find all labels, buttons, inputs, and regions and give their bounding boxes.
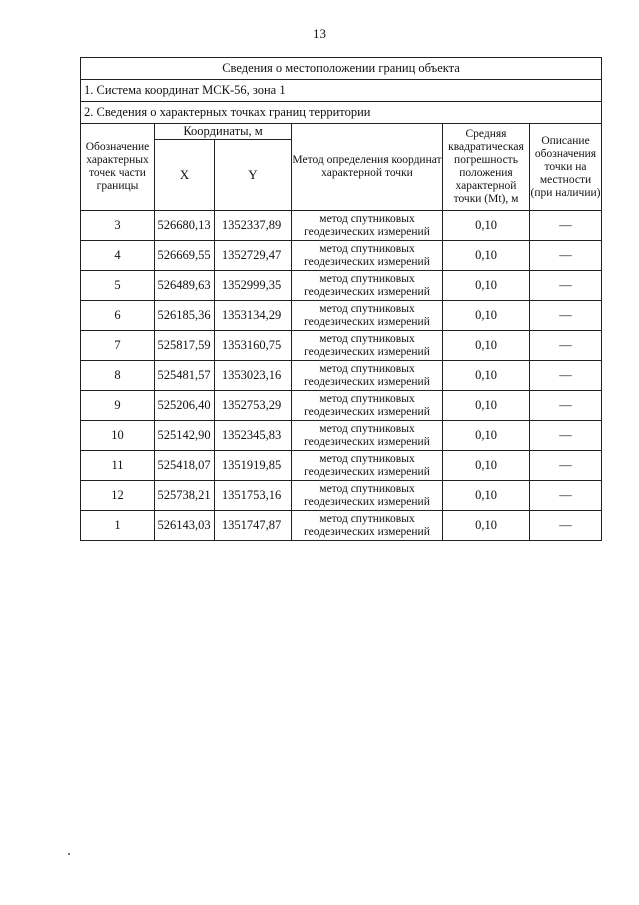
page-number: 13 bbox=[313, 26, 326, 41]
description-cell: — bbox=[530, 481, 602, 511]
method-cell: метод спутниковых геодезических измерений bbox=[292, 421, 443, 451]
table-row bbox=[81, 241, 602, 271]
table-row bbox=[81, 481, 602, 511]
x-coordinate-cell: 525481,57 bbox=[155, 361, 215, 391]
method-cell: метод спутниковых геодезических измерений bbox=[292, 241, 443, 271]
error-cell: 0,10 bbox=[443, 241, 530, 271]
error-cell: 0,10 bbox=[443, 481, 530, 511]
point-number-cell: 12 bbox=[81, 481, 155, 511]
table-row bbox=[81, 211, 602, 241]
point-number-cell: 1 bbox=[81, 511, 155, 541]
point-number-cell: 7 bbox=[81, 331, 155, 361]
description-cell: — bbox=[530, 271, 602, 301]
header-y: Y bbox=[215, 140, 292, 211]
method-cell: метод спутниковых геодезических измерений bbox=[292, 271, 443, 301]
method-cell: метод спутниковых геодезических измерений bbox=[292, 481, 443, 511]
y-coordinate-cell: 1353160,75 bbox=[215, 331, 292, 361]
scan-speck bbox=[68, 853, 70, 855]
description-cell: — bbox=[530, 361, 602, 391]
x-coordinate-cell: 526185,36 bbox=[155, 301, 215, 331]
method-cell: метод спутниковых геодезических измерений bbox=[292, 451, 443, 481]
boundary-table bbox=[80, 57, 602, 541]
description-cell: — bbox=[530, 391, 602, 421]
y-coordinate-cell: 1353134,29 bbox=[215, 301, 292, 331]
x-coordinate-cell: 525418,07 bbox=[155, 451, 215, 481]
table-row bbox=[81, 331, 602, 361]
description-cell: — bbox=[530, 451, 602, 481]
error-cell: 0,10 bbox=[443, 421, 530, 451]
description-cell: — bbox=[530, 241, 602, 271]
point-number-cell: 11 bbox=[81, 451, 155, 481]
table-row bbox=[81, 301, 602, 331]
y-coordinate-cell: 1351919,85 bbox=[215, 451, 292, 481]
header-point-designation: Обозначение характерных точек части границы bbox=[81, 124, 155, 211]
point-number-cell: 3 bbox=[81, 211, 155, 241]
y-coordinate-cell: 1351747,87 bbox=[215, 511, 292, 541]
table-row bbox=[81, 361, 602, 391]
y-coordinate-cell: 1352337,89 bbox=[215, 211, 292, 241]
header-error: Средняя квадратическая погрешность положения характерной точки (Mt), м bbox=[443, 124, 530, 211]
x-coordinate-cell: 526669,55 bbox=[155, 241, 215, 271]
y-coordinate-cell: 1351753,16 bbox=[215, 481, 292, 511]
y-coordinate-cell: 1352729,47 bbox=[215, 241, 292, 271]
description-cell: — bbox=[530, 301, 602, 331]
error-cell: 0,10 bbox=[443, 391, 530, 421]
method-cell: метод спутниковых геодезических измерений bbox=[292, 391, 443, 421]
x-coordinate-cell: 525817,59 bbox=[155, 331, 215, 361]
x-coordinate-cell: 525142,90 bbox=[155, 421, 215, 451]
header-method: Метод определения координат характерной точки bbox=[292, 124, 443, 211]
table-row bbox=[81, 451, 602, 481]
description-cell: — bbox=[530, 511, 602, 541]
description-cell: — bbox=[530, 421, 602, 451]
y-coordinate-cell: 1352345,83 bbox=[215, 421, 292, 451]
point-number-cell: 9 bbox=[81, 391, 155, 421]
point-number-cell: 8 bbox=[81, 361, 155, 391]
method-cell: метод спутниковых геодезических измерений bbox=[292, 301, 443, 331]
point-number-cell: 4 bbox=[81, 241, 155, 271]
error-cell: 0,10 bbox=[443, 301, 530, 331]
y-coordinate-cell: 1352753,29 bbox=[215, 391, 292, 421]
method-cell: метод спутниковых геодезических измерений bbox=[292, 331, 443, 361]
error-cell: 0,10 bbox=[443, 511, 530, 541]
x-coordinate-cell: 525206,40 bbox=[155, 391, 215, 421]
method-cell: метод спутниковых геодезических измерений bbox=[292, 211, 443, 241]
coordinate-system-line: 1. Система координат МСК-56, зона 1 bbox=[81, 80, 602, 102]
x-coordinate-cell: 526489,63 bbox=[155, 271, 215, 301]
point-number-cell: 6 bbox=[81, 301, 155, 331]
header-description: Описание обозначения точки на местности (при наличии) bbox=[530, 124, 602, 211]
error-cell: 0,10 bbox=[443, 271, 530, 301]
header-x: X bbox=[155, 140, 215, 211]
error-cell: 0,10 bbox=[443, 211, 530, 241]
x-coordinate-cell: 526680,13 bbox=[155, 211, 215, 241]
y-coordinate-cell: 1353023,16 bbox=[215, 361, 292, 391]
table-title: Сведения о местоположении границ объекта bbox=[81, 58, 602, 80]
error-cell: 0,10 bbox=[443, 361, 530, 391]
point-number-cell: 5 bbox=[81, 271, 155, 301]
error-cell: 0,10 bbox=[443, 451, 530, 481]
method-cell: метод спутниковых геодезических измерений bbox=[292, 511, 443, 541]
header-coordinates: Координаты, м bbox=[155, 124, 292, 140]
table-row bbox=[81, 421, 602, 451]
x-coordinate-cell: 525738,21 bbox=[155, 481, 215, 511]
point-number-cell: 10 bbox=[81, 421, 155, 451]
table-row bbox=[81, 391, 602, 421]
x-coordinate-cell: 526143,03 bbox=[155, 511, 215, 541]
table-row bbox=[81, 271, 602, 301]
method-cell: метод спутниковых геодезических измерений bbox=[292, 361, 443, 391]
error-cell: 0,10 bbox=[443, 331, 530, 361]
y-coordinate-cell: 1352999,35 bbox=[215, 271, 292, 301]
description-cell: — bbox=[530, 211, 602, 241]
description-cell: — bbox=[530, 331, 602, 361]
table-row bbox=[81, 511, 602, 541]
points-section-line: 2. Сведения о характерных точках границ территории bbox=[81, 102, 602, 124]
